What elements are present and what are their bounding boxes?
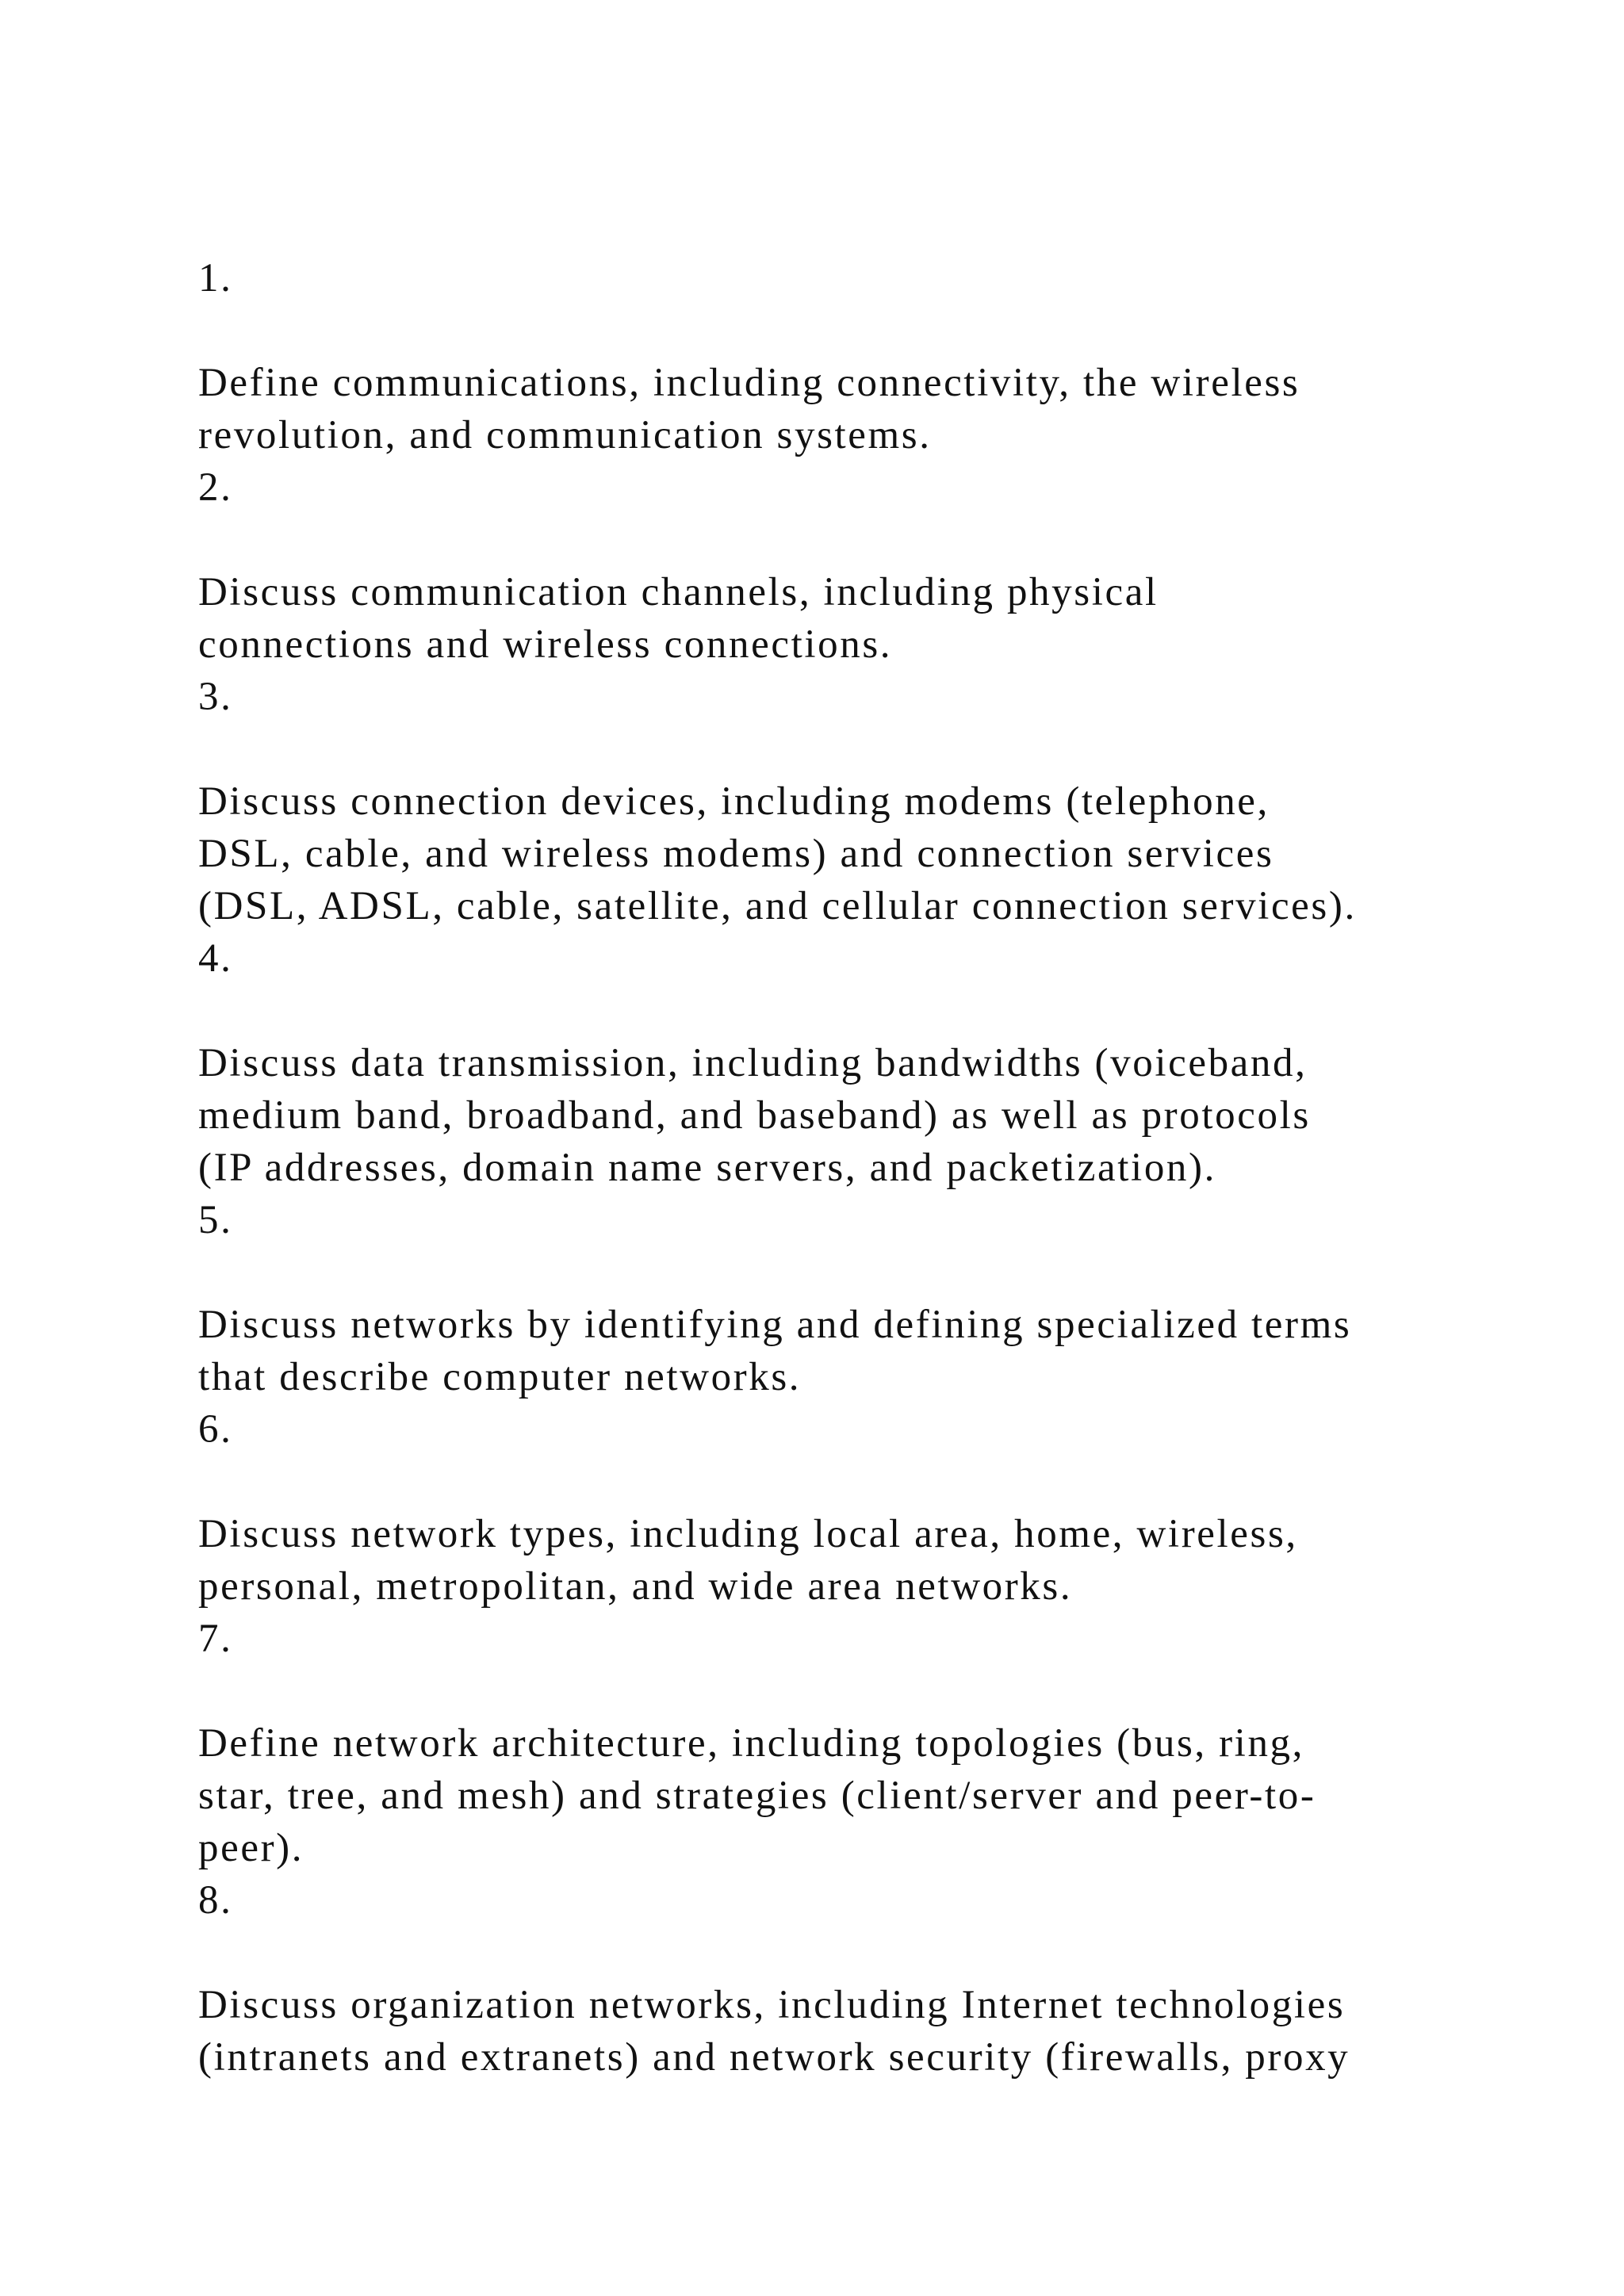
list-item <box>198 1613 1483 1874</box>
item-text: Discuss connection devices, including modems (telephone, DSL, cable, and wireless modems) and connection services (DSL, ADSL, cable, satellite, and cellular connection services). <box>198 779 1357 928</box>
list-item <box>198 461 1483 671</box>
item-number: 4. <box>198 936 233 981</box>
item-number: 7. <box>198 1617 233 1661</box>
item-number: 8. <box>198 1878 233 1923</box>
list-item <box>198 1874 1483 2084</box>
item-text: Discuss networks by identifying and defining specialized terms that describe computer networks. <box>198 1303 1352 1399</box>
item-number: 2. <box>198 465 233 510</box>
item-text: Discuss organization networks, including Internet technologies (intranets and extranets) and network security (firewalls, proxy <box>198 1983 1350 2080</box>
item-text: Define communications, including connectivity, the wireless revolution, and communication systems. <box>198 361 1300 457</box>
list-item <box>198 932 1483 1194</box>
list-item <box>198 671 1483 932</box>
list-item <box>198 1403 1483 1613</box>
item-number: 5. <box>198 1198 233 1242</box>
item-number: 3. <box>198 675 233 719</box>
item-text: Define network architecture, including topologies (bus, ring, star, tree, and mesh) and strategies (client/server and peer-to- peer). <box>198 1721 1316 1870</box>
item-number: 1. <box>198 256 233 300</box>
item-text: Discuss network types, including local area, home, wireless, personal, metropolitan, and wide area networks. <box>198 1512 1298 1609</box>
item-number: 6. <box>198 1407 233 1452</box>
list-item <box>198 252 1483 461</box>
item-text: Discuss data transmission, including bandwidths (voiceband, medium band, broadband, and baseband) as well as protocols (IP addresses, domain name servers, and packetization). <box>198 1041 1311 1190</box>
objectives-list <box>198 252 1483 2084</box>
list-item <box>198 1194 1483 1403</box>
item-text: Discuss communication channels, including physical connections and wireless connections. <box>198 570 1159 667</box>
